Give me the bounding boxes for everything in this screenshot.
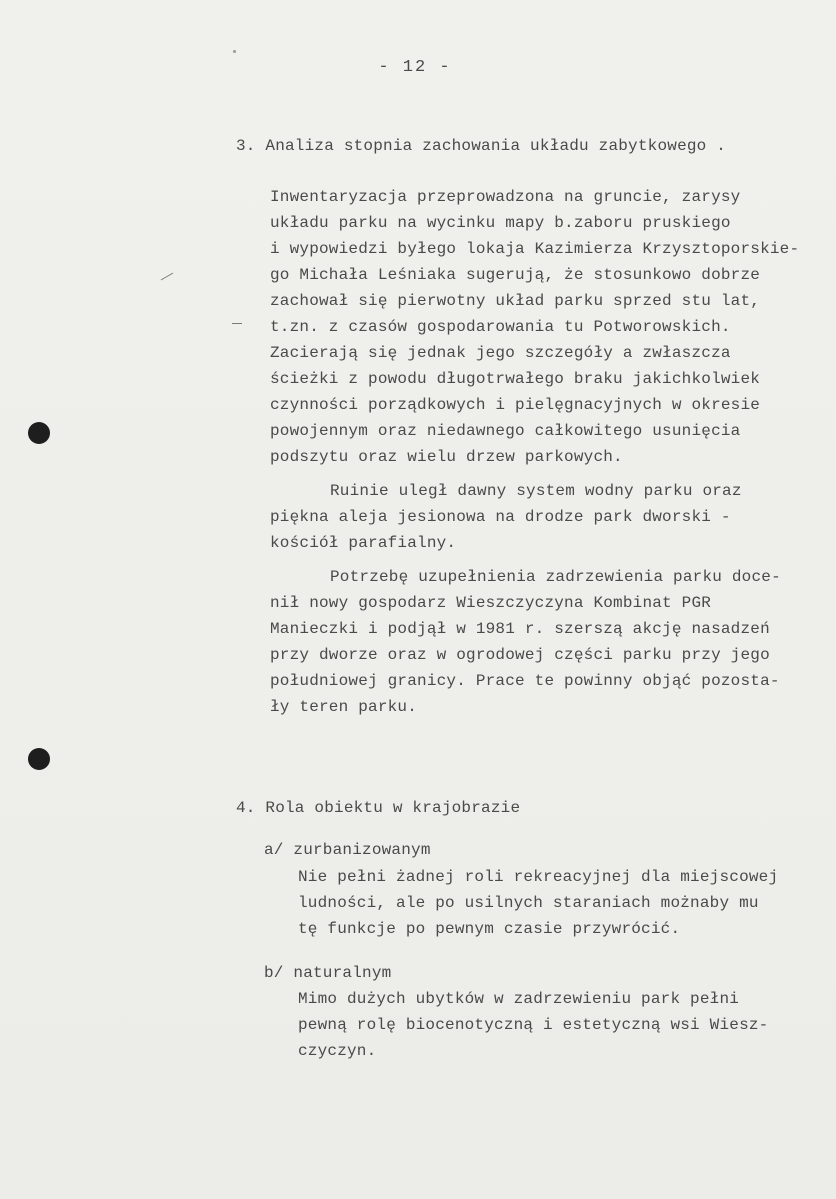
text-line: Ruinie uległ dawny system wodny parku oraz (330, 482, 742, 500)
text-line: i wypowiedzi byłego lokaja Kazimierza Krzysztoporskie- (270, 240, 800, 258)
text-line: ludności, ale po usilnych staraniach możnaby mu (298, 894, 759, 912)
text-line: Nie pełni żadnej roli rekreacyjnej dla miejscowej (298, 868, 779, 886)
text-line: układu parku na wycinku mapy b.zaboru pruskiego (270, 214, 731, 232)
subsection-b-heading: b/ naturalnym (264, 964, 392, 982)
text-line: przy dworze oraz w ogrodowej części parku przy jego (270, 646, 770, 664)
text-line: go Michała Leśniaka sugerują, że stosunkowo dobrze (270, 266, 761, 284)
text-line: powojennym oraz niedawnego całkowitego usunięcia (270, 422, 741, 440)
text-line: piękna aleja jesionowa na drodze park dworski - (270, 508, 731, 526)
text-line: kościół parafialny. (270, 534, 457, 552)
text-line: Manieczki i podjął w 1981 r. szerszą akcję nasadzeń (270, 620, 770, 638)
text-line: południowej granicy. Prace te powinny objąć pozosta- (270, 672, 780, 690)
text-line: Mimo dużych ubytków w zadrzewieniu park pełni (298, 990, 740, 1008)
text-line: pewną rolę biocenotyczną i estetyczną wsi Wiesz- (298, 1016, 769, 1034)
text-line: czynności porządkowych i pielęgnacyjnych w okresie (270, 396, 761, 414)
punch-hole (28, 748, 50, 770)
margin-mark (232, 323, 242, 324)
text-line: t.zn. z czasów gospodarowania tu Potworowskich. (270, 318, 731, 336)
text-line: ły teren parku. (270, 698, 418, 716)
text-line: Inwentaryzacja przeprowadzona na gruncie, zarysy (270, 188, 741, 206)
text-line: ścieżki z powodu długotrwałego braku jakichkolwiek (270, 370, 761, 388)
text-line: Potrzebę uzupełnienia zadrzewienia parku doce- (330, 568, 781, 586)
text-line: zachował się pierwotny układ parku sprzed stu lat, (270, 292, 761, 310)
punch-hole (28, 422, 50, 444)
text-line: czyczyn. (298, 1042, 377, 1060)
paper-speck (233, 50, 236, 53)
text-line: podszytu oraz wielu drzew parkowych. (270, 448, 623, 466)
text-line: Zacierają się jednak jego szczegóły a zwłaszcza (270, 344, 731, 362)
section-3-heading: 3. Analiza stopnia zachowania układu zabytkowego . (236, 137, 727, 155)
text-line: nił nowy gospodarz Wieszczyczyna Kombinat PGR (270, 594, 712, 612)
text-line: tę funkcje po pewnym czasie przywrócić. (298, 920, 681, 938)
subsection-a-heading: a/ zurbanizowanym (264, 841, 431, 859)
page-number: - 12 - (378, 58, 452, 77)
margin-mark (161, 273, 174, 281)
section-4-heading: 4. Rola obiektu w krajobrazie (236, 799, 521, 817)
